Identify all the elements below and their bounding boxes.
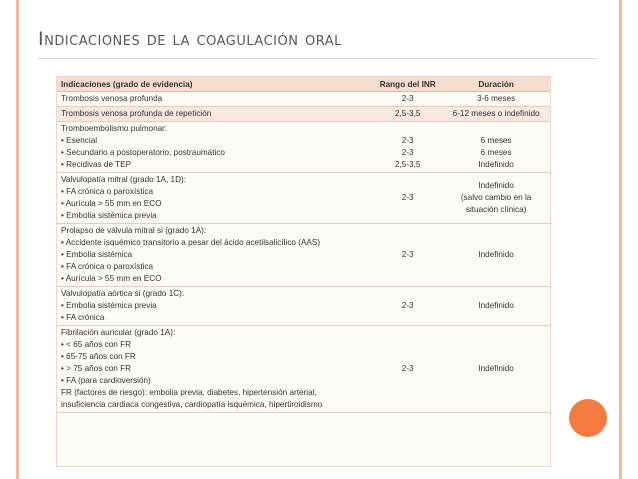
indicacion-cell xyxy=(57,173,373,224)
duracion-cell xyxy=(442,122,550,173)
table-row xyxy=(57,107,550,122)
indicacion-line: • Recidivas de TEP xyxy=(61,160,132,169)
indications-table xyxy=(56,76,551,467)
indicacion-line: • < 65 años con FR xyxy=(61,340,131,349)
table-row xyxy=(57,287,550,326)
indicacion-line: • Embolia sistémica xyxy=(61,250,133,259)
rango-inr-cell xyxy=(373,107,442,122)
rango-inr-cell xyxy=(373,287,442,326)
table-body xyxy=(57,92,550,413)
rango-inr-line xyxy=(377,123,438,135)
duracion-cell xyxy=(442,224,550,287)
header-duracion: Duración xyxy=(442,77,550,92)
right-accent-bar xyxy=(619,0,622,479)
indicacion-line: Valvulopatía mitral (grado 1A, 1D): xyxy=(61,175,186,184)
rango-inr-line: 2-3 xyxy=(401,193,414,202)
rango-inr-cell xyxy=(373,224,442,287)
indicacion-line: • > 75 años con FR xyxy=(61,364,131,373)
duracion-line: 6-12 meses o indefinido xyxy=(452,109,540,118)
rango-inr-line: 2,5-3,5 xyxy=(394,160,421,169)
duracion-line: Indefinido xyxy=(478,301,514,310)
indicacion-line: Trombosis venosa profunda xyxy=(61,94,163,103)
table-row xyxy=(57,224,550,287)
duracion-line: Indefinido xyxy=(478,160,514,169)
indicacion-line: Trombosis venosa profunda de repetición xyxy=(61,109,212,118)
indicacion-line: Valvulopatía aórtica si (grado 1C): xyxy=(61,289,185,298)
indicacion-cell xyxy=(57,287,373,326)
title-divider xyxy=(38,58,598,59)
indicacion-line: • FA crónica o paroxística xyxy=(61,262,154,271)
indicacion-line: • 65-75 años con FR xyxy=(61,352,136,361)
duracion-cell xyxy=(442,287,550,326)
duracion-line: (salvo cambio en la xyxy=(460,193,532,202)
rango-inr-cell xyxy=(373,122,442,173)
rango-inr-line: 2-3 xyxy=(401,364,414,373)
duracion-line: Indefinido xyxy=(478,364,514,373)
indicacion-line: • Embolia sistémica previa xyxy=(61,301,157,310)
rango-inr-line: 2-3 xyxy=(401,148,414,157)
indicacion-line: insuficiencia cardiaca congestiva, cardiopatía isquémica, hipertiroidismo xyxy=(61,400,323,409)
table-header-row xyxy=(57,77,550,92)
duracion-cell xyxy=(442,92,550,107)
rango-inr-line: 2,5-3,5 xyxy=(394,109,421,118)
indicacion-cell xyxy=(57,92,373,107)
indicacion-cell xyxy=(57,326,373,413)
duracion-line: Indefinido xyxy=(478,181,514,190)
duracion-cell xyxy=(442,107,550,122)
indicacion-line: • FA (para cardioversión) xyxy=(61,376,151,385)
duracion-cell xyxy=(442,326,550,413)
rango-inr-cell xyxy=(373,173,442,224)
rango-inr-line: 2-3 xyxy=(401,301,414,310)
duracion-line: 6 meses xyxy=(480,148,512,157)
duracion-line: 6 meses xyxy=(480,136,512,145)
indicacion-line: • FA crónica xyxy=(61,313,105,322)
duracion-line: 3-6 meses xyxy=(476,94,516,103)
duracion-line xyxy=(446,123,546,135)
accent-circle xyxy=(569,399,607,437)
rango-inr-line: 2-3 xyxy=(401,136,414,145)
rango-inr-cell xyxy=(373,92,442,107)
indicacion-cell xyxy=(57,107,373,122)
indicacion-line: • Accidente isquémico transitorio a pesar del ácido acetilsalicílico (AAS) xyxy=(61,238,321,247)
duracion-line: Indefinido xyxy=(478,250,514,259)
duracion-line: situación clínica) xyxy=(465,205,527,214)
indicacion-line: • Aurícula > 55 mm en ECO xyxy=(61,199,162,208)
duracion-cell xyxy=(442,173,550,224)
indicacion-line: • Secundario a postoperatorio, postraumático xyxy=(61,148,225,157)
header-indicaciones: Indicaciones (grado de evidencia) xyxy=(57,77,373,92)
indicacion-line: FR (factores de riesgo): embolia previa, diabetes, hipertensión arterial, xyxy=(61,388,317,397)
header-rango-inr: Rango del INR xyxy=(373,77,442,92)
rango-inr-line: 2-3 xyxy=(401,250,414,259)
indicacion-line: • Embolia sistémica previa xyxy=(61,211,157,220)
table-row xyxy=(57,92,550,107)
indicacion-line: Prolapso de válvula mitral si (grado 1A): xyxy=(61,226,207,235)
indicacion-cell xyxy=(57,224,373,287)
table-row xyxy=(57,326,550,413)
indicacion-line: Fibrilación auricular (grado 1A): xyxy=(61,328,176,337)
left-accent-bar xyxy=(16,0,19,479)
slide-title: Indicaciones de la coagulación oral xyxy=(38,28,342,50)
rango-inr-line: 2-3 xyxy=(401,94,414,103)
indicacion-line: Tromboembolismo pulmonar: xyxy=(61,124,168,133)
table-row xyxy=(57,173,550,224)
indicacion-line: • Aurícula > 55 mm en ECO xyxy=(61,274,162,283)
indicacion-cell xyxy=(57,122,373,173)
rango-inr-cell xyxy=(373,326,442,413)
indicacion-line: • Esencial xyxy=(61,136,98,145)
table-row xyxy=(57,122,550,173)
indicacion-line: • FA crónica o paroxística xyxy=(61,187,154,196)
